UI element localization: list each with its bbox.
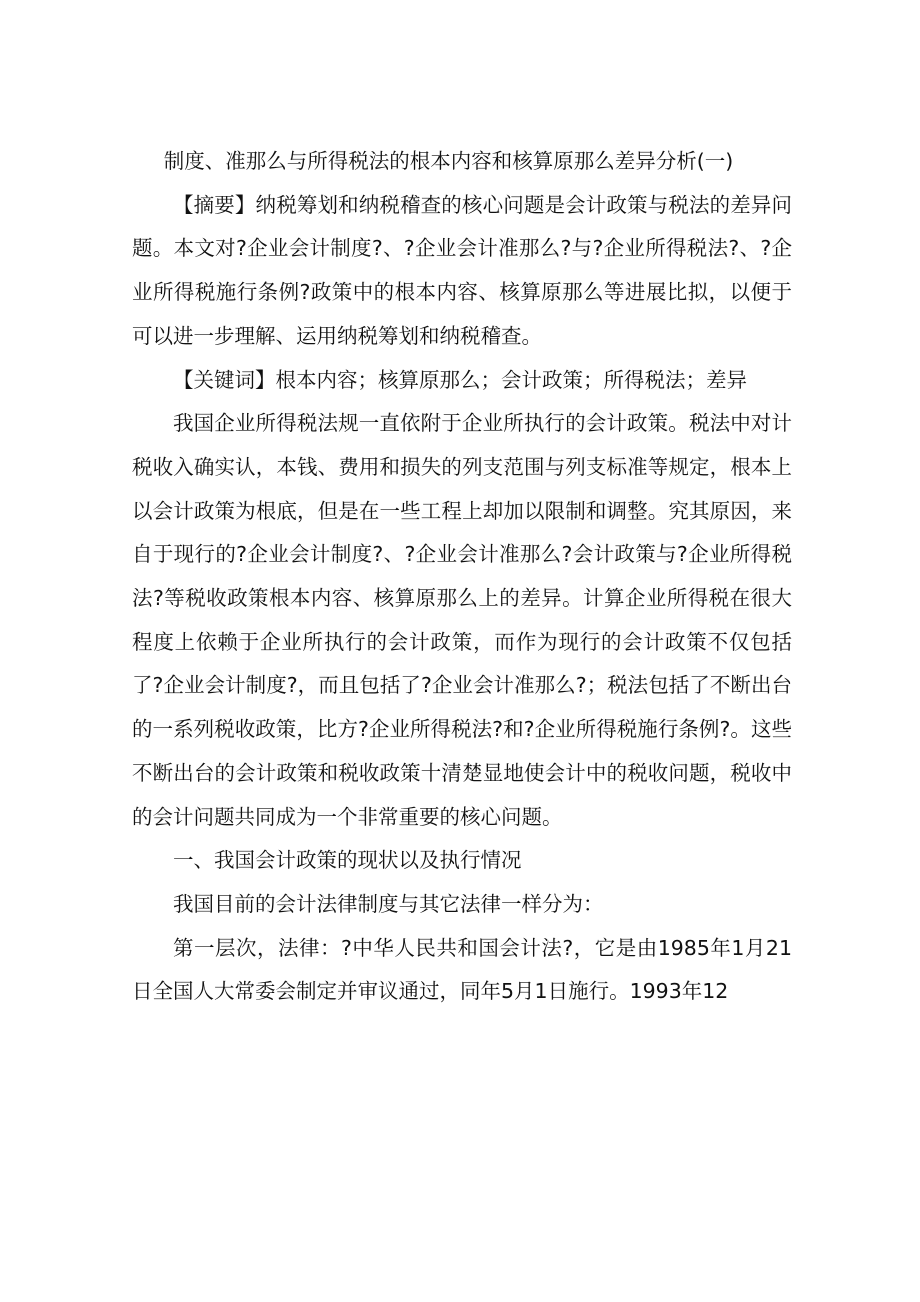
- body-paragraph: 我国目前的会计法律制度与其它法律一样分为：: [173, 891, 604, 916]
- section-heading: 一、我国会计政策的现状以及执行情况: [173, 848, 522, 873]
- keywords-paragraph: 【关键词】根本内容；核算原那么；会计政策；所得税法；差异: [173, 367, 747, 392]
- document-body: [132, 140, 792, 1014]
- abstract-paragraph: 【摘要】纳税筹划和纳税稽查的核心问题是会计政策与税法的差异问题。本文对?企业会计制度?、?企业会计准那么?与?企业所得税法?、?企业所得税施行条例?政策中的根本内容、核算原那么等进展比拟，以便于可以进一步理解、运用纳税筹划和纳税稽查。: [132, 192, 792, 348]
- document-title: 制度、准那么与所得税法的根本内容和核算原那么差异分析(一): [163, 149, 734, 173]
- body-paragraph: 我国企业所得税法规一直依附于企业所执行的会计政策。税法中对计税收入确实认，本钱、费用和损失的列支范围与列支标准等规定，根本上以会计政策为根底，但是在一些工程上却加以限制和调整。究其原因，来自于现行的?企业会计制度?、?企业会计准那么?会计政策与?企业所得税法?等税收政策根本内容、核算原那么上的差异。计算企业所得税在很大程度上依赖于企业所执行的会计政策，而作为现行的会计政策不仅包括了?企业会计制度?，而且包括了?企业会计准那么?；税法包括了不断出台的一系列税收政策，比方?企业所得税法?和?企业所得税施行条例?。这些不断出台的会计政策和税收政策十清楚显地使会计中的税收问题，税收中的会计问题共同成为一个非常重要的核心问题。: [132, 411, 792, 829]
- body-paragraph: 第一层次，法律：?中华人民共和国会计法?，它是由1985年1月21日全国人大常委会制定并审议通过，同年5月1日施行。1993年12: [132, 935, 792, 1004]
